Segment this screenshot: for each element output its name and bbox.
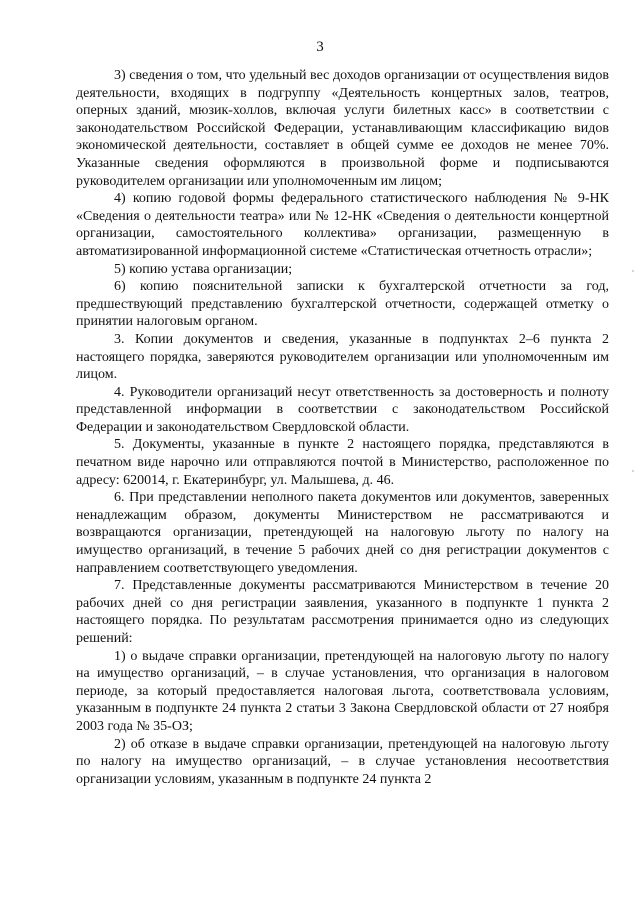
scan-speck xyxy=(632,270,634,272)
paragraph-decision-1-issue: 1) о выдаче справки организации, претендующей на налоговую льготу по налогу на имущество организаций, – в случае установления, что организация в налоговом периоде, за который предоставляется налоговая льгота, соответствовала условиям, указанным в подпункте 24 пункта 2 статьи 3 Закона Свердловской области от 27 ноября 2003 года № 35-ОЗ; xyxy=(76,648,609,734)
paragraph-clause-4-responsibility: 4. Руководители организаций несут ответственность за достоверность и полноту представленной информации в соответствии с законодательством Российской Федерации и законодательством Свердловской области. xyxy=(76,384,609,435)
scan-speck xyxy=(632,470,634,472)
paragraph-clause-3-certification: 3. Копии документов и сведения, указанные в подпунктах 2–6 пункта 2 настоящего порядка, заверяются руководителем организации или уполномоченным им лицом. xyxy=(76,331,609,383)
paragraph-item-5-charter-copy: 5) копию устава организации; xyxy=(114,261,293,277)
paragraph-clause-6-incomplete-package: 6. При представлении неполного пакета документов или документов, заверенных ненадлежащим образом, документы Министерством не рассматриваются и возвращаются организации, претендующей на налоговую льготу по налогу на имущество организаций, в течение 5 рабочих дней со дня регистрации документов с направлением соответствующего уведомления. xyxy=(76,490,609,576)
paragraph-decision-2-refusal: 2) об отказе в выдаче справки организации, претендующей на налоговую льготу по налогу на имущество организаций, – в случае установления несоответствия организации условиям, указанным в подпункте 24 пункта 2 xyxy=(76,736,609,787)
paragraph-item-4-statistics-form: 4) копию годовой формы федерального статистического наблюдения № 9-НК «Сведения о деятельности театра» или № 12-НК «Сведения о деятельности концертной организации, самостоятельного коллектива» организации, размещенную в автоматизированной информационной системе «Статистическая отчетность отрасли»; xyxy=(76,191,609,259)
paragraph-clause-5-submission: 5. Документы, указанные в пункте 2 настоящего порядка, представляются в печатном виде нарочно или отправляются почтой в Министерство, расположенное по адресу: 620014, г. Екатеринбург, ул. Малышева, д. 46. xyxy=(76,437,609,488)
paragraph-clause-7-review: 7. Представленные документы рассматриваются Министерством в течение 20 рабочих дней со дня регистрации заявления, указанного в подпункте 1 пункта 2 настоящего порядка. По результатам рассмотрения принимается одно из следующих решений: xyxy=(76,578,609,646)
paragraph-item-3-reference: 3) сведения о том, что удельный вес доходов организации от осуществления видов деятельности, входящих в подгруппу «Деятельность концертных залов, театров, оперных зданий, мюзик-холлов, включая услуги билетных касс» в соответствии с законодательством Российской Федерации, устанавливающим классификацию видов экономической деятельности, составляет в общей сумме ее доходов не менее 70%. Указанные сведения оформляются в произвольной форме и подписываются руководителем организации или уполномоченным им лицом; xyxy=(76,68,609,189)
document-body xyxy=(76,67,609,788)
paragraph-item-6-explanatory-note: 6) копию пояснительной записки к бухгалтерской отчетности за год, предшествующий представлению бухгалтерской отчетности, содержащей отметку о принятии налоговым органом. xyxy=(76,279,609,330)
page-number: 3 xyxy=(316,39,324,55)
